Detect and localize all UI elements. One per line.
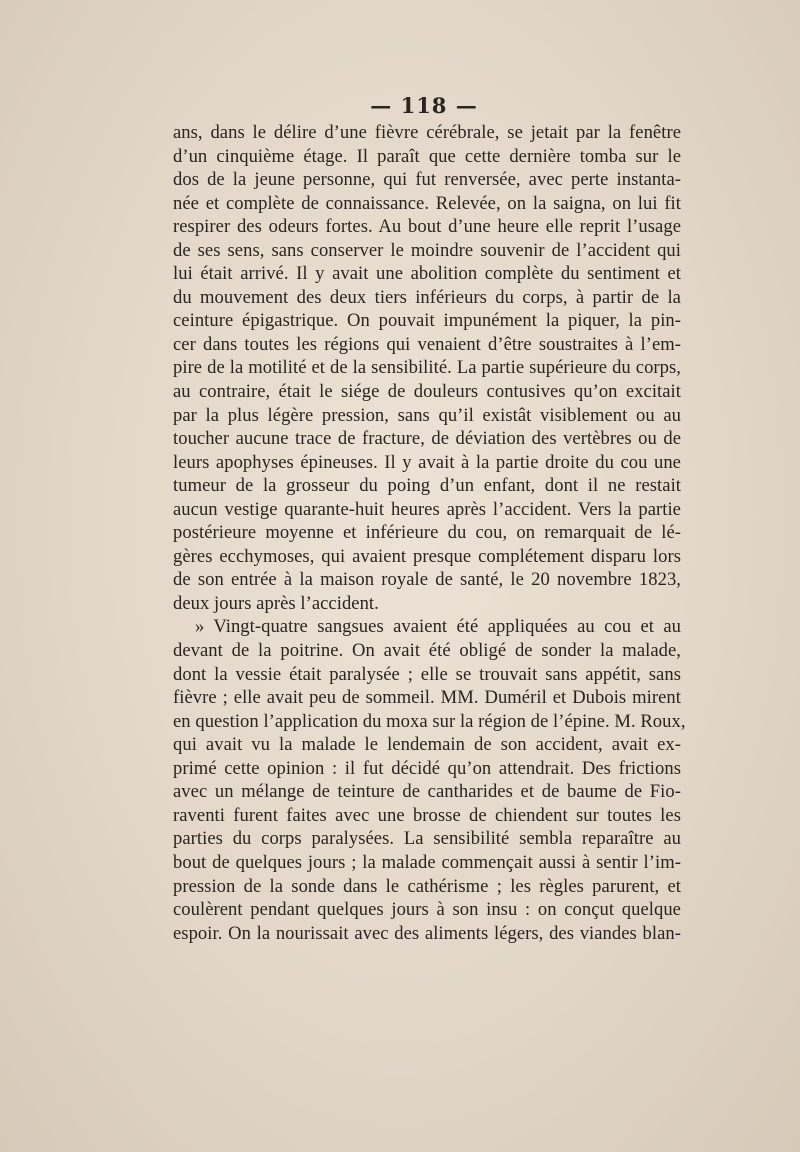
- text-line: respirer des odeurs fortes. Au bout d’une heure elle reprit l’usage: [173, 216, 681, 238]
- paragraph-1: [173, 121, 681, 615]
- text-line: ans, dans le délire d’une fièvre cérébrale, se jetait par la fenêtre: [173, 122, 681, 143]
- text-line: de ses sens, sans conserver le moindre souvenir de l’accident qui: [173, 239, 681, 261]
- text-line: espoir. On la nourissait avec des aliments légers, des viandes blan-: [173, 922, 681, 944]
- page-number: — 118 —: [370, 93, 478, 118]
- text-line: d’un cinquième étage. Il paraît que cette dernière tomba sur le: [173, 145, 681, 167]
- text-line: raventi furent faites avec une brosse de chiendent sur toutes les: [173, 804, 681, 826]
- text-line: deux jours après l’accident.: [173, 592, 379, 614]
- text-line: au contraire, était le siége de douleurs contusives qu’on excitait: [173, 381, 681, 403]
- text-line: primé cette opinion : il fut décidé qu’on attendrait. Des frictions: [173, 757, 681, 779]
- text-line: née et complète de connaissance. Relevée, on la saigna, on lui fit: [173, 192, 681, 214]
- text-line: pire de la motilité et de la sensibilité. La partie supérieure du corps,: [173, 357, 681, 379]
- text-line: lui était arrivé. Il y avait une abolition complète du sentiment et: [173, 263, 681, 285]
- paragraph-2: [173, 615, 686, 945]
- text-line: devant de la poitrine. On avait été obligé de sonder la malade,: [173, 640, 681, 662]
- body-text: [173, 121, 686, 945]
- text-line: ceinture épigastrique. On pouvait impunément la piquer, la pin-: [173, 310, 681, 332]
- text-line: en question l’application du moxa sur la région de l’épine. M. Roux,: [173, 710, 686, 732]
- text-line: pression de la sonde dans le cathérisme ; les règles parurent, et: [173, 875, 681, 897]
- text-line: du mouvement des deux tiers inférieurs du corps, à partir de la: [173, 286, 681, 308]
- text-line: leurs apophyses épineuses. Il y avait à la partie droite du cou une: [173, 451, 681, 473]
- text-line: coulèrent pendant quelques jours à son insu : on conçut quelque: [173, 899, 681, 921]
- text-line: bout de quelques jours ; la malade commençait aussi à sentir l’im-: [173, 851, 681, 873]
- text-line: de son entrée à la maison royale de santé, le 20 novembre 1823,: [173, 569, 681, 591]
- text-line: gères ecchymoses, qui avaient presque complétement disparu lors: [173, 545, 681, 567]
- text-line: par la plus légère pression, sans qu’il existât visiblement ou au: [173, 404, 681, 426]
- text-line: cer dans toutes les régions qui venaient d’être soustraites à l’em-: [173, 333, 681, 355]
- text-line: dont la vessie était paralysée ; elle se trouvait sans appétit, sans: [173, 663, 681, 685]
- text-line: parties du corps paralysées. La sensibilité sembla reparaître au: [173, 828, 681, 850]
- text-line: tumeur de la grosseur du poing d’un enfant, dont il ne restait: [173, 475, 681, 497]
- text-line: fièvre ; elle avait peu de sommeil. MM. Duméril et Dubois mirent: [173, 687, 681, 709]
- text-line: aucun vestige quarante-huit heures après l’accident. Vers la partie: [173, 498, 681, 520]
- text-line: toucher aucune trace de fracture, de déviation des vertèbres ou de: [173, 428, 681, 450]
- text-line: dos de la jeune personne, qui fut renversée, avec perte instanta-: [173, 169, 681, 191]
- text-line: postérieure moyenne et inférieure du cou, on remarquait de lé-: [173, 522, 681, 544]
- text-line: » Vingt-quatre sangsues avaient été appliquées au cou et au: [195, 616, 681, 638]
- text-line: qui avait vu la malade le lendemain de son accident, avait ex-: [173, 734, 681, 756]
- text-line: avec un mélange de teinture de cantharides et de baume de Fio-: [173, 781, 681, 803]
